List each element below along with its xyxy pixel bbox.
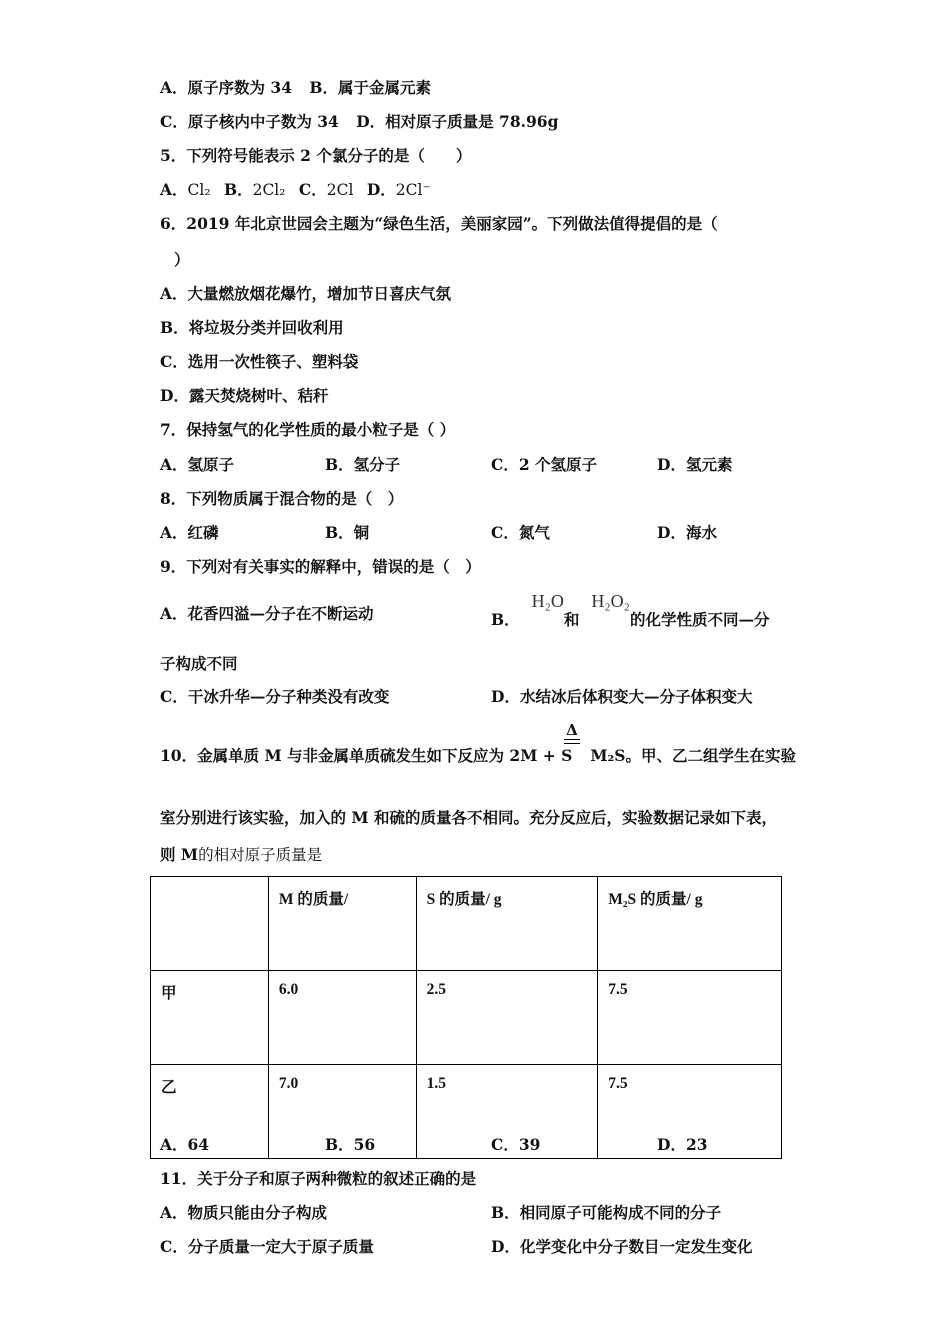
q10-stem-line3 bbox=[160, 845, 322, 865]
table-cell: 1.5 bbox=[416, 1065, 598, 1159]
q11-option-b: B．相同原子可能构成不同的分子 bbox=[491, 1203, 722, 1222]
q9-option-d: D．水结冰后体积变大—分子体积变大 bbox=[491, 687, 753, 706]
q5-option-c-label: C． bbox=[298, 180, 327, 199]
q4-option-d: D．相对原子质量是 78.96g bbox=[356, 112, 559, 131]
q7-option-d: D．氢元素 bbox=[657, 455, 733, 474]
q5-option-a-label: A． bbox=[160, 180, 188, 199]
q5-option-b-value: 2Cl₂ bbox=[252, 181, 286, 199]
equals-sign bbox=[564, 739, 580, 744]
q9-option-b-rest: 的化学性质不同—分 bbox=[629, 610, 770, 629]
q9-option-b-and: 和 bbox=[563, 610, 580, 629]
q5-option-a-value: Cl₂ bbox=[187, 181, 211, 199]
q11-option-a: A．物质只能由分子构成 bbox=[160, 1203, 328, 1222]
q8-option-d: D．海水 bbox=[657, 523, 717, 542]
q10-option-d: D．23 bbox=[657, 1135, 708, 1154]
q11-option-d: D．化学变化中分子数目一定发生变化 bbox=[491, 1237, 753, 1256]
q5-option-b-label: B． bbox=[223, 180, 253, 199]
q10-stem-line3-bold: 则 M bbox=[160, 845, 199, 864]
q10-stem-line3-rest: 的相对原子质量是 bbox=[198, 846, 323, 864]
q4-option-a: A．原子序数为 34 bbox=[160, 78, 292, 97]
table-header-cell: S 的质量/ g bbox=[416, 877, 598, 971]
q8-stem: 8．下列物质属于混合物的是（ ） bbox=[160, 489, 404, 508]
q4-option-b: B．属于金属元素 bbox=[309, 78, 432, 97]
q9-option-a: A．花香四溢—分子在不断运动 bbox=[160, 604, 374, 623]
h2o2-formula: H₂O₂ bbox=[591, 591, 630, 611]
q6-option-a: A．大量燃放烟花爆竹，增加节日喜庆气氛 bbox=[160, 284, 452, 303]
delta-symbol: Δ bbox=[566, 721, 578, 739]
q6-stem: 6．2019 年北京世园会主题为“绿色生活，美丽家园”。下列做法值得提倡的是（ bbox=[160, 214, 718, 233]
q8-option-c: C．氮气 bbox=[491, 523, 550, 542]
q10-option-b: B．56 bbox=[325, 1135, 376, 1154]
q9-option-b bbox=[491, 591, 770, 635]
q6-option-b: B．将垃圾分类并回收利用 bbox=[160, 318, 344, 337]
q5-stem: 5．下列符号能表示 2 个氯分子的是（ ） bbox=[160, 146, 472, 165]
q4-option-c: C．原子核内中子数为 34 bbox=[160, 112, 339, 131]
q7-option-b: B．氢分子 bbox=[325, 455, 401, 474]
q5-option-d-label: D． bbox=[366, 180, 396, 199]
table-header-cell bbox=[151, 877, 269, 971]
table-cell: 7.5 bbox=[598, 971, 782, 1065]
q11-option-c: C．分子质量一定大于原子质量 bbox=[160, 1237, 374, 1256]
table-cell: 6.0 bbox=[268, 971, 416, 1065]
table-row bbox=[151, 971, 782, 1065]
table-cell: 甲 bbox=[151, 971, 269, 1065]
q9-stem: 9．下列对有关事实的解释中，错误的是（ ） bbox=[160, 557, 481, 576]
table-cell: 7.5 bbox=[598, 1065, 782, 1159]
h2o-formula: H₂O bbox=[531, 591, 564, 611]
q8-option-a: A．红磷 bbox=[160, 523, 219, 542]
q5-option-c-value: 2Cl bbox=[326, 181, 354, 199]
q10-option-a: A．64 bbox=[160, 1135, 210, 1154]
table-header-cell: M₂S 的质量/ g bbox=[598, 877, 782, 971]
q9-option-b-cont: 子构成不同 bbox=[160, 654, 238, 673]
q10-option-c: C．39 bbox=[491, 1135, 541, 1154]
q5-options bbox=[160, 180, 431, 200]
q9-option-b-label: B． bbox=[491, 610, 520, 629]
table-cell: 7.0 bbox=[268, 1065, 416, 1159]
q10-stem-pre: 10．金属单质 M 与非金属单质硫发生如下反应为 2M + S bbox=[160, 746, 573, 765]
heating-condition bbox=[564, 722, 580, 744]
q4-options-row1 bbox=[160, 78, 431, 98]
q7-stem: 7．保持氢气的化学性质的最小粒子是（ ） bbox=[160, 420, 456, 439]
table-cell: 2.5 bbox=[416, 971, 598, 1065]
q8-option-b: B．铜 bbox=[325, 523, 370, 542]
q10-stem-post: M₂S。甲、乙二组学生在实验 bbox=[590, 746, 796, 765]
q9-option-c: C．干冰升华—分子种类没有改变 bbox=[160, 687, 390, 706]
q10-stem-line2: 室分别进行该实验，加入的 M 和硫的质量各不相同。充分反应后，实验数据记录如下表， bbox=[160, 808, 777, 827]
q11-stem: 11．关于分子和原子两种微粒的叙述正确的是 bbox=[160, 1169, 477, 1188]
q10-stem-line1 bbox=[160, 746, 796, 766]
table-header-row bbox=[151, 877, 782, 971]
q6-option-c: C．选用一次性筷子、塑料袋 bbox=[160, 352, 359, 371]
q6-stem-cont: ） bbox=[174, 250, 190, 269]
q5-option-d-value: 2Cl⁻ bbox=[395, 181, 431, 199]
table-cell: 乙 bbox=[151, 1065, 269, 1159]
experiment-data-table bbox=[150, 876, 782, 1159]
q4-options-row2 bbox=[160, 112, 558, 132]
table-header-cell: M 的质量/ bbox=[268, 877, 416, 971]
q6-option-d: D．露天焚烧树叶、秸秆 bbox=[160, 386, 329, 405]
q7-option-a: A．氢原子 bbox=[160, 455, 235, 474]
q7-option-c: C．2 个氢原子 bbox=[491, 455, 598, 474]
